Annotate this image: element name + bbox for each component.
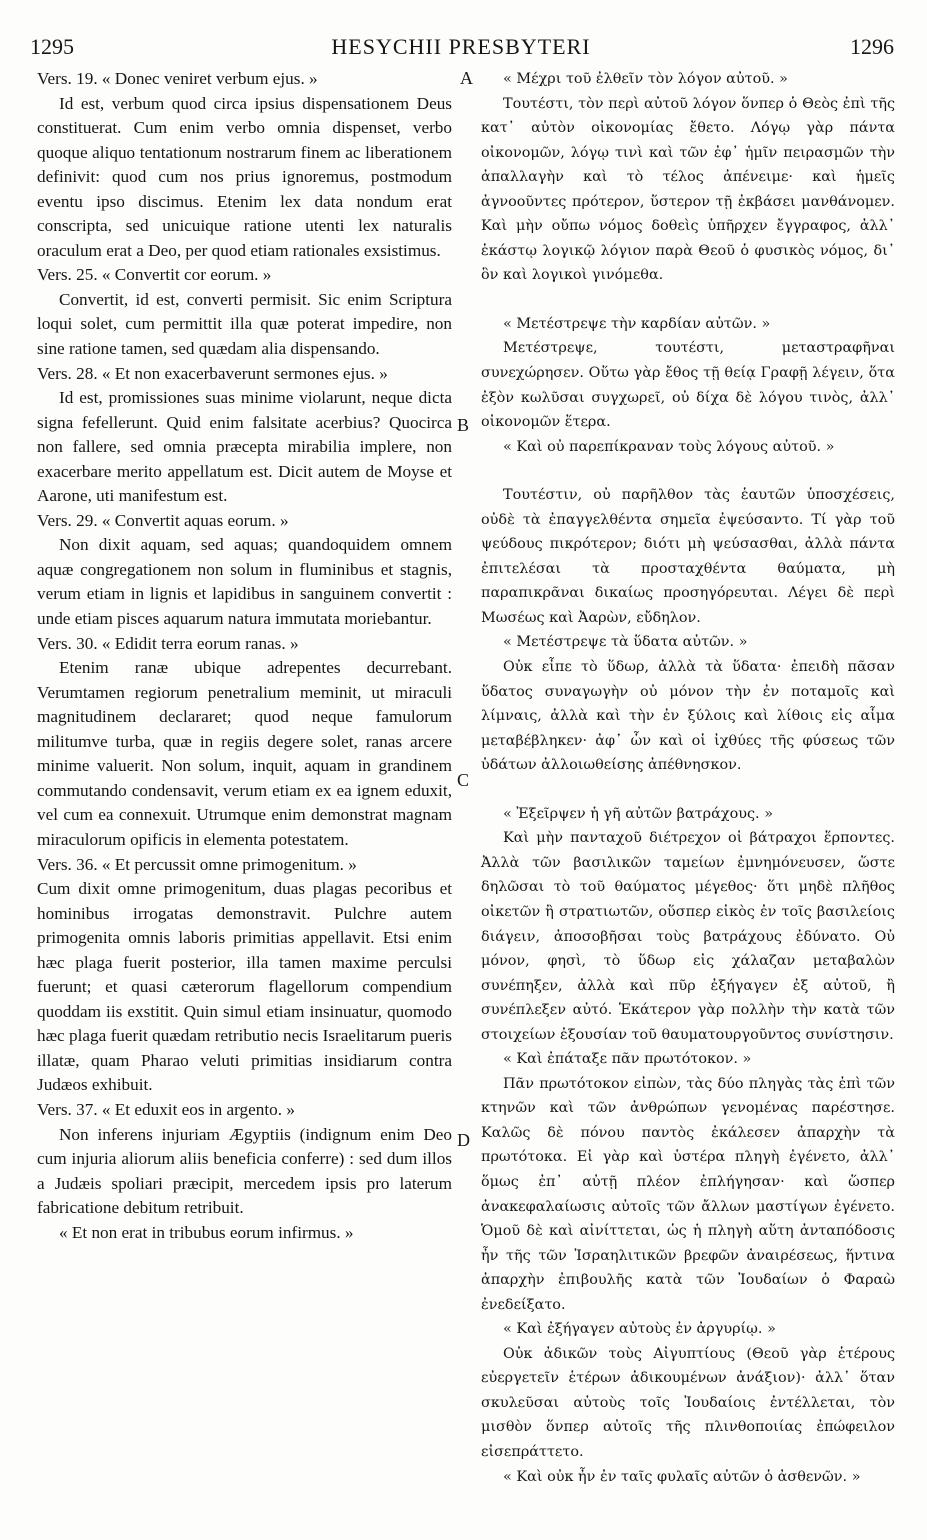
verse-heading: « Καὶ ἐπάταξε πᾶν πρωτότοκον. » — [503, 1051, 752, 1068]
section-marker-b: B — [457, 415, 470, 435]
commentary-paragraph: Non dixit aquam, sed aquas; quandoquidem omnem aquæ congregationem non solum in fluminibus et stagnis, verum etiam in lignis et lapidibus in sanguinem convertit : unde etiam pisces aquarum natura immutata moriebantur. — [37, 535, 452, 629]
section-marker-d: D — [457, 1130, 470, 1150]
commentary-paragraph: Οὐκ εἶπε τὸ ὕδωρ, ἀλλὰ τὰ ὕδατα· ἐπειδὴ πᾶσαν ὕδατος συναγωγὴν οὐ μόνον τὴν ἐν ποταμοῖς καὶ λίμναις, ἀλλὰ καὶ τὴν ἐν ξύλοις καὶ λίθοις εἰς αἷμα μεταβέβληκεν· ἀφ᾽ ὧν καὶ οἱ ἰχθύες τῆς φύσεως τῶν ὑδάτων ἀλλοιωθείσης ἀπέθνησκον. — [481, 659, 895, 774]
commentary-paragraph: Non inferens injuriam Ægyptiis (indignum enim Deo cum injuria aliorum aliis beneficia conferre) : sed dum illos a Judæis spoliari præcipit, mercedem ipsis pro laterum fabricatione debitum retribuit. — [37, 1124, 452, 1218]
commentary-paragraph: Id est, verbum quod circa ipsius dispensationem Deus constituerat. Cum enim verbo omnia dispenset, verbo quoque aliquo tentationum nostrarum finem ac liberationem definivit: quod cum nos prius ignoremus, postmodum eventu ipso discimus. Etenim lex data nondum erat conscripta, sed unicuique ratione utenti lex naturalis oraculum erat a Deo, per quod etiam rationales exsistimus. — [37, 93, 452, 260]
verse-heading: Vers. 28. « Et non exacerbaverunt sermones ejus. » — [37, 363, 388, 383]
verse-heading: Vers. 25. « Convertit cor eorum. » — [37, 265, 272, 285]
section-marker-a: A — [460, 68, 473, 88]
verse-heading: Vers. 29. « Convertit aquas eorum. » — [37, 510, 289, 530]
section-marker-c: C — [457, 770, 470, 790]
commentary-paragraph: Μετέστρεψε, τουτέστι, μεταστραφῆναι συνεχώρησεν. Οὕτω γὰρ ἔθος τῇ θείᾳ Γραφῇ λέγειν, ὅτα ἐξὸν κωλῦσαι συγχωρεῖ, οὐ δίχα δὲ λόγου τινὸς, ἀλλ᾽ οἰκονομῶν ἕτερα. — [481, 340, 895, 431]
verse-heading: « Et non erat in tribubus eorum infirmus. » — [59, 1222, 354, 1242]
commentary-paragraph: Convertit, id est, converti permisit. Sic enim Scriptura loqui solet, cum permittit illa quæ poterat impedire, non sine ratione tamen, sed quædam alia dispensando. — [37, 289, 452, 359]
page-number-left: 1295 — [30, 34, 74, 59]
verse-heading: Vers. 30. « Edidit terra eorum ranas. » — [37, 633, 299, 653]
greek-column — [481, 67, 895, 1489]
commentary-paragraph: Τουτέστι, τὸν περὶ αὐτοῦ λόγον ὅνπερ ὁ Θεὸς ἐπὶ τῆς κατ᾽ αὐτὸν οἰκονομίας ἔθετο. Λόγῳ γὰρ πάντα οἰκονομῶν, λόγῳ τινὶ καὶ τῶν ἐφ᾽ ἡμῖν πειρασμῶν τὴν ἀπαλλαγὴν καὶ τὸ τέλος ἀπένειμε· καὶ ἡμεῖς ἀγνοοῦντες πρότερον, ὕστερον τῇ ἐκβάσει μανθάνομεν. Καὶ μὴν οὔπω νόμος δοθεὶς ὑπῆρχεν ἔγγραφος, ἀλλ᾽ ἑκάστῳ λογικῷ λόγιον παρὰ Θεοῦ ὁ φυσικὸς νόμος, δι᾽ ὃν καὶ λογικοὶ γινόμεθα. — [481, 95, 895, 284]
commentary-paragraph: Οὐκ ἀδικῶν τοὺς Αἰγυπτίους (Θεοῦ γὰρ ἑτέρους εὐεργετεῖν ἑτέρων ἀδικουμένων ἀνάξιον)· ἀλλ᾽ ὅταν σκυλεῦσαι αὐτοὺς τοῖς Ἰουδαίοις ἐντέλλεται, τὸν μισθὸν ὅνπερ αὐτοῖς τῆς πλινθοποιίας ἐπώφειλον εἰσεπράττετο. — [481, 1345, 895, 1460]
running-title: HESYCHII PRESBYTERI — [331, 34, 591, 59]
verse-heading: « Μετέστρεψε τὴν καρδίαν αὐτῶν. » — [503, 315, 771, 332]
commentary-paragraph: Etenim ranæ ubique adrepentes decurrebant. Verumtamen regiorum penetralium meminit, ut miraculi magnitudinem declararet; quod neque famulorum militumve turba, quæ in regiis degere solet, ranas arcere minime valuerit. Non solum, inquit, aquam in grandinem commutando condensavit, verum etiam ex ea ignem eduxit, vel cum ea connexuit. Utrumque enim demonstrat magnam miraculorum opificis in elementa potestatem. — [37, 658, 452, 849]
verse-heading: « Καὶ ἐξήγαγεν αὐτοὺς ἐν ἀργυρίῳ. » — [503, 1321, 776, 1338]
verse-heading: Vers. 36. « Et percussit omne primogenitum. » — [37, 854, 357, 874]
page-number-right: 1296 — [850, 34, 894, 59]
verse-heading: Vers. 37. « Et eduxit eos in argento. » — [37, 1099, 295, 1119]
verse-heading: Vers. 19. « Donec veniret verbum ejus. » — [37, 69, 318, 88]
verse-heading: « Καὶ οὐκ ἦν ἐν ταῖς φυλαῖς αὐτῶν ὁ ἀσθενῶν. » — [503, 1468, 861, 1485]
commentary-paragraph: Πᾶν πρωτότοκον εἰπὼν, τὰς δύο πληγὰς τὰς ἐπὶ τῶν κτηνῶν καὶ τῶν ἀνθρώπων γενομένας παρέστησε. Καλῶς δὲ πόνου παντὸς ἐκάλεσεν ἀπαρχὴν τὰ πρωτότοκα. Εἰ γὰρ καὶ ὑστέρα πληγὴ ἐγένετο, ἀλλ᾽ ὅμως ἐπ᾽ αὐτῇ πλέον ἐπλήγησαν· καὶ ὥσπερ ἀνακεφαλαίωσις αὐτοῖς τῶν ἄλλων μαστίγων ἐγένετο. Ὁμοῦ δὲ καὶ αἰνίττεται, ὡς ἡ πληγὴ αὕτη ἀνταπόδοσις ἦν τῆς τῶν Ἰσραηλιτικῶν βρεφῶν ἀναιρέσεως, ἥντινα ἀπαρχὴν ἐπιβουλῆς κατὰ τῶν Ἰουδαίων ὁ Φαραὼ ἐνεδείξατο. — [481, 1075, 895, 1313]
commentary-paragraph: Τουτέστιν, οὐ παρῆλθον τὰς ἑαυτῶν ὑποσχέσεις, οὐδὲ τὰ ἐπαγγελθέντα σημεῖα ἐψεύσαντο. Τί γὰρ τοῦ ψεύδους πικρότερον; διότι μὴ ψεύσασθαι, ἀλλὰ πάντα ἐπιτελέσαι τὰ προσταχθέντα θαύματα, μὴ παραπικρᾶναι δικαίως προσηγόρευται. Λέγει δὲ περὶ Μωσέως καὶ Ἀαρὼν, εὔδηλον. — [481, 487, 895, 626]
latin-column — [37, 67, 452, 1245]
verse-heading: « Καὶ οὐ παρεπίκραναν τοὺς λόγους αὐτοῦ. » — [503, 438, 835, 455]
commentary-paragraph: Cum dixit omne primogenitum, duas plagas pecoribus et hominibus irrogatas demonstravit. Pulchre autem primogenita omnis laboris primitias appellavit. Etsi enim hæc plaga fuerit posterior, illa tamen maxime perculsi fuerunt; et quasi cæterorum flagellorum compendium quoddam iis exstitit. Quin simul etiam insinuatur, quomodo hæc plaga fuerit quædam retributio necis Israelitarum pueris illatæ, quam Pharao veluti primitias insidiarum contra Judæos exhibuit. — [37, 879, 452, 1095]
verse-heading: « Ἐξεῖρψεν ἡ γῆ αὐτῶν βατράχους. » — [503, 805, 774, 822]
commentary-paragraph: Id est, promissiones suas minime violarunt, neque dicta signa fefellerunt. Quid enim falsitate acerbius? Quocirca non fallere, sed omnia præcepta mirabilia implere, non exacerbare merito appellatum est. Dicit autem de Moyse et Aarone, uti manifestum est. — [37, 388, 452, 506]
verse-heading: « Μετέστρεψε τὰ ὕδατα αὐτῶν. » — [503, 634, 748, 651]
verse-heading: « Μέχρι τοῦ ἐλθεῖν τὸν λόγον αὐτοῦ. » — [503, 71, 788, 87]
commentary-paragraph: Καὶ μὴν πανταχοῦ διέτρεχον οἱ βάτραχοι ἕρποντες. Ἀλλὰ τῶν βασιλικῶν ταμείων ἐμνημόνευσεν, ὥστε δηλῶσαι τὸ τοῦ θαύματος μέγεθος· ὅτι μηδὲ πλῆθος οἰκετῶν ἢ στρατιωτῶν, οὕσπερ εἰκὸς ἐν τοῖς βασιλείοις διάγειν, ἀποσοβῆσαι τοὺς βατράχους ἐδύνατο. Οὐ μόνον, φησὶ, τὸ ὕδωρ εἰς χάλαζαν μεταβαλὼν συνέπηξεν, ἀλλὰ καὶ πῦρ ἐξήγαγεν ἐξ αὐτοῦ, ἢ συνέπλεξεν αὐτό. Ἑκάτερον γὰρ πολλὴν τὴν κατὰ τῶν στοιχείων ἐξουσίαν τοῦ θαυματουργοῦντος συνίστησιν. — [481, 830, 895, 1043]
page-header — [28, 34, 894, 68]
